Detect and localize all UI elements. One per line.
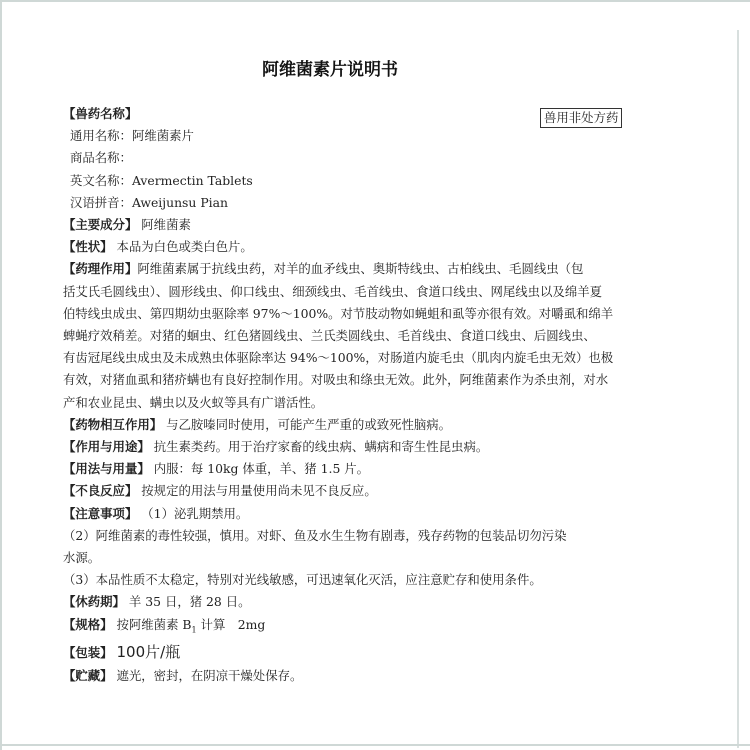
heading-packaging: 【包装】 (63, 645, 113, 661)
pharmacology-line-1 (63, 258, 663, 280)
pharmacology-text-1: 阿维菌素属于抗线虫药，对羊的血矛线虫、奥斯特线虫、古柏线虫、毛圆线虫（包 (137, 261, 584, 277)
heading-ingredient: 【主要成分】 (63, 217, 138, 233)
heading-drug-name: 【兽药名称】 (63, 106, 138, 121)
adverse-row (63, 480, 663, 502)
dosage-text: 内服：每 10kg 体重，羊、猪 1.5 片。 (153, 461, 370, 477)
pharmacology-line-6: 有效，对猪血虱和猪疥螨也有良好控制作用。对吸虫和绦虫无效。此外，阿维菌素作为杀虫剂，对水 (63, 372, 609, 388)
heading-dosage: 【用法与用量】 (63, 461, 150, 477)
packaging-row (63, 641, 663, 664)
pharmacology-line-7: 产和农业昆虫、螨虫以及火蚁等具有广谱活性。 (63, 394, 324, 410)
pharmacology-line-3: 伯特线虫成虫、第四期幼虫驱除率 97%～100%。对节肢动物如蝇蛆和虱等亦很有效。对嚼虱和绵羊 (63, 305, 614, 321)
precautions-row (63, 503, 663, 525)
frame-top-border (0, 0, 750, 2)
english-name-value: Avermectin Tablets (131, 172, 253, 188)
withdrawal-row (63, 591, 663, 613)
storage-row (63, 665, 663, 687)
heading-interaction: 【药物相互作用】 (63, 416, 163, 432)
heading-precautions: 【注意事项】 (63, 505, 138, 521)
frame-bottom-border (0, 744, 750, 746)
document-body (63, 103, 663, 687)
document-title: 阿维菌素片说明书 (262, 60, 398, 80)
precaution-item-2-line-1: （2）阿维菌素的毒性较强，慎用。对虾、鱼及水生生物有剧毒，残存药物的包装品切勿污染 (63, 527, 567, 543)
common-name-value: 阿维菌素片 (131, 128, 194, 144)
trade-name-row (63, 147, 663, 169)
interaction-text: 与乙胺嗪同时使用，可能产生严重的或致死性脑病。 (166, 416, 452, 432)
heading-indication: 【作用与用途】 (63, 439, 150, 455)
storage-text: 遮光，密封，在阴凉干燥处保存。 (116, 667, 303, 683)
heading-withdrawal: 【休药期】 (63, 594, 125, 610)
packaging-text: 100片/瓶 (116, 643, 181, 662)
heading-storage: 【贮藏】 (63, 667, 113, 683)
spec-subscript: 1 (191, 625, 197, 635)
heading-appearance: 【性状】 (63, 239, 113, 255)
indication-text: 抗生素类药。用于治疗家畜的线虫病、螨病和寄生性昆虫病。 (153, 439, 489, 455)
trade-name-label: 商品名称： (70, 150, 132, 166)
common-name-label: 通用名称： (70, 128, 132, 144)
frame-left-border (0, 0, 2, 750)
pharmacology-line-2: 括艾氏毛圆线虫）、圆形线虫、仰口线虫、细颈线虫、毛首线虫、食道口线虫、网尾线虫以及绵羊夏 (63, 283, 602, 299)
heading-spec: 【规格】 (63, 616, 113, 632)
section-name-heading (63, 103, 663, 125)
ingredient-text: 阿维菌素 (141, 217, 191, 233)
appearance-text: 本品为白色或类白色片。 (116, 239, 253, 255)
pinyin-value: Aweijunsu Pian (131, 194, 228, 210)
interaction-row (63, 414, 663, 436)
spec-row (63, 614, 663, 642)
frame-right-border (737, 30, 739, 748)
precaution-item-2-line-2: 水源。 (63, 550, 101, 566)
spec-text-prefix: 按阿维菌素 B (116, 616, 192, 632)
common-name-row (63, 125, 663, 147)
heading-pharmacology: 【药理作用】 (63, 261, 138, 277)
ingredient-row (63, 214, 663, 236)
rx-badge: 兽用非处方药 (540, 108, 622, 128)
spec-text-suffix: 计算 2mg (196, 616, 266, 632)
english-name-label: 英文名称： (70, 172, 132, 188)
pinyin-row (63, 192, 663, 214)
indication-row (63, 436, 663, 458)
precaution-item-3: （3）本品性质不太稳定，特别对光线敏感，可迅速氧化灭活，应注意贮存和使用条件。 (63, 572, 542, 588)
adverse-text: 按规定的用法与用量使用尚未见不良反应。 (141, 483, 377, 499)
heading-adverse: 【不良反应】 (63, 483, 138, 499)
english-name-row (63, 170, 663, 192)
appearance-row (63, 236, 663, 258)
withdrawal-text: 羊 35 日，猪 28 日。 (128, 594, 251, 610)
precaution-item-1: （1）泌乳期禁用。 (141, 505, 249, 521)
pinyin-label: 汉语拼音： (70, 194, 132, 210)
pharmacology-line-4: 蜱蝇疗效稍差。对猪的蛔虫、红色猪圆线虫、兰氏类圆线虫、毛首线虫、食道口线虫、后圆线虫、 (63, 328, 596, 344)
dosage-row (63, 458, 663, 480)
pharmacology-line-5: 有齿冠尾线虫成虫及未成熟虫体驱除率达 94%～100%，对肠道内旋毛虫（肌肉内旋毛虫无效）也极 (63, 350, 614, 366)
